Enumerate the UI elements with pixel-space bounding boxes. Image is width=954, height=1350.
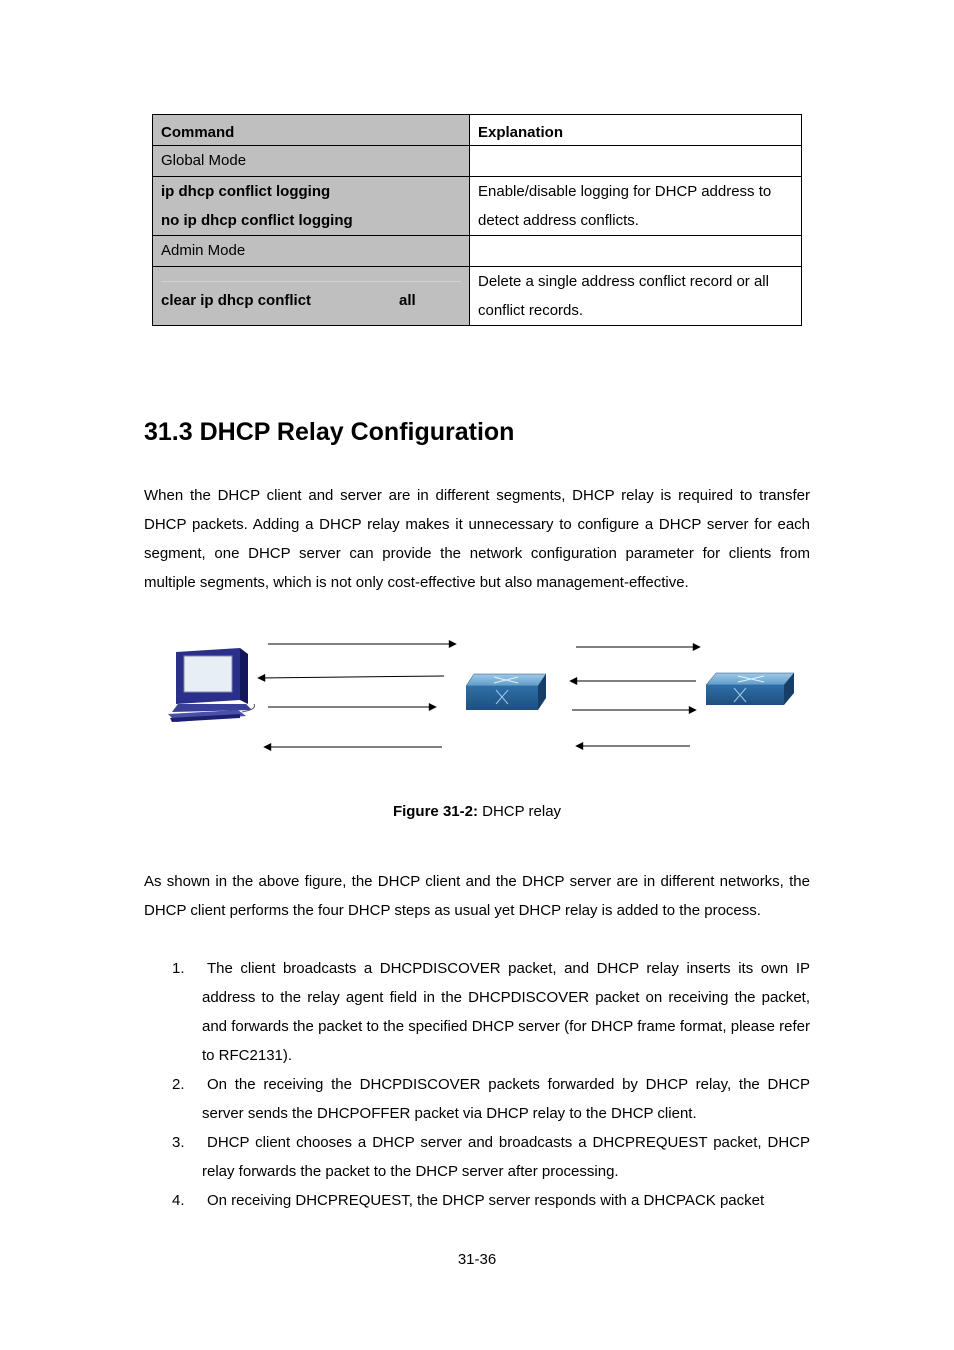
step-number: 3. [172, 1134, 185, 1151]
command-cell [153, 267, 470, 326]
step-text: On receiving DHCPREQUEST, the DHCP server responds with a DHCPACK packet [207, 1192, 765, 1209]
client-computer-icon [168, 648, 255, 722]
step-text: The client broadcasts a DHCPDISCOVER packet, and DHCP relay inserts its own IP address to the relay agent field in the DHCPDISCOVER packet on receiving the packet, and forwards the packet to the specified DHCP server (for DHCP frame format, please refer to RFC2131). [202, 960, 810, 1064]
list-item [172, 1128, 810, 1186]
empty-cell [470, 146, 802, 177]
mode-label-global: Global Mode [153, 146, 470, 177]
empty-cell [470, 236, 802, 267]
command-table [152, 114, 802, 326]
dhcp-relay-diagram [160, 630, 810, 760]
step-number: 2. [172, 1076, 185, 1093]
command-line [161, 281, 461, 315]
page-number: 31-36 [457, 1251, 497, 1268]
table-row-admin-mode [153, 236, 802, 267]
table-row [153, 267, 802, 326]
list-item [172, 1070, 810, 1128]
mode-label-admin: Admin Mode [153, 236, 470, 267]
list-item [172, 1186, 810, 1215]
intro-paragraph: When the DHCP client and server are in different segments, DHCP relay is required to transfer DHCP packets. Adding a DHCP relay makes it unnecessary to configure a DHCP server for each segment, one DHCP server can provide the network configuration parameter for clients from multiple segments, which is not only cost-effective but also management-effective. [144, 487, 810, 591]
server-switch-icon [706, 673, 794, 705]
command-text: ip dhcp conflict logging [161, 183, 331, 200]
list-item [172, 954, 810, 1070]
step-text: On the receiving the DHCPDISCOVER packets forwarded by DHCP relay, the DHCP server sends the DHCPOFFER packet via DHCP relay to the DHCP client. [202, 1076, 810, 1122]
command-text: clear ip dhcp conflict [161, 292, 312, 309]
explanation-cell: Enable/disable logging for DHCP address to detect address conflicts. [470, 177, 802, 236]
arrow-offer [258, 676, 444, 678]
table-row-global-mode [153, 146, 802, 177]
section-heading: 31.3 DHCP Relay Configuration [144, 418, 515, 446]
process-paragraph: As shown in the above figure, the DHCP client and the DHCP server are in different networks, the DHCP client performs the four DHCP steps as usual yet DHCP relay is added to the process. [144, 873, 810, 919]
command-cell [153, 177, 470, 236]
header-explanation: Explanation [470, 115, 802, 146]
table-row [153, 177, 802, 236]
explanation-cell: Delete a single address conflict record or all conflict records. [470, 267, 802, 326]
step-text: DHCP client chooses a DHCP server and broadcasts a DHCPREQUEST packet, DHCP relay forwards the packet to the DHCP server after processing. [202, 1134, 810, 1180]
steps-list [172, 954, 810, 1215]
table-header-row [153, 115, 802, 146]
relay-switch-icon [466, 674, 546, 710]
step-number: 4. [172, 1192, 185, 1209]
command-arg: all [399, 292, 416, 309]
step-number: 1. [172, 960, 185, 977]
caption-text: DHCP relay [477, 803, 562, 820]
figure-caption [0, 800, 954, 824]
header-command: Command [153, 115, 470, 146]
command-text: no ip dhcp conflict logging [161, 212, 353, 229]
caption-label: Figure 31-2: [392, 803, 478, 820]
